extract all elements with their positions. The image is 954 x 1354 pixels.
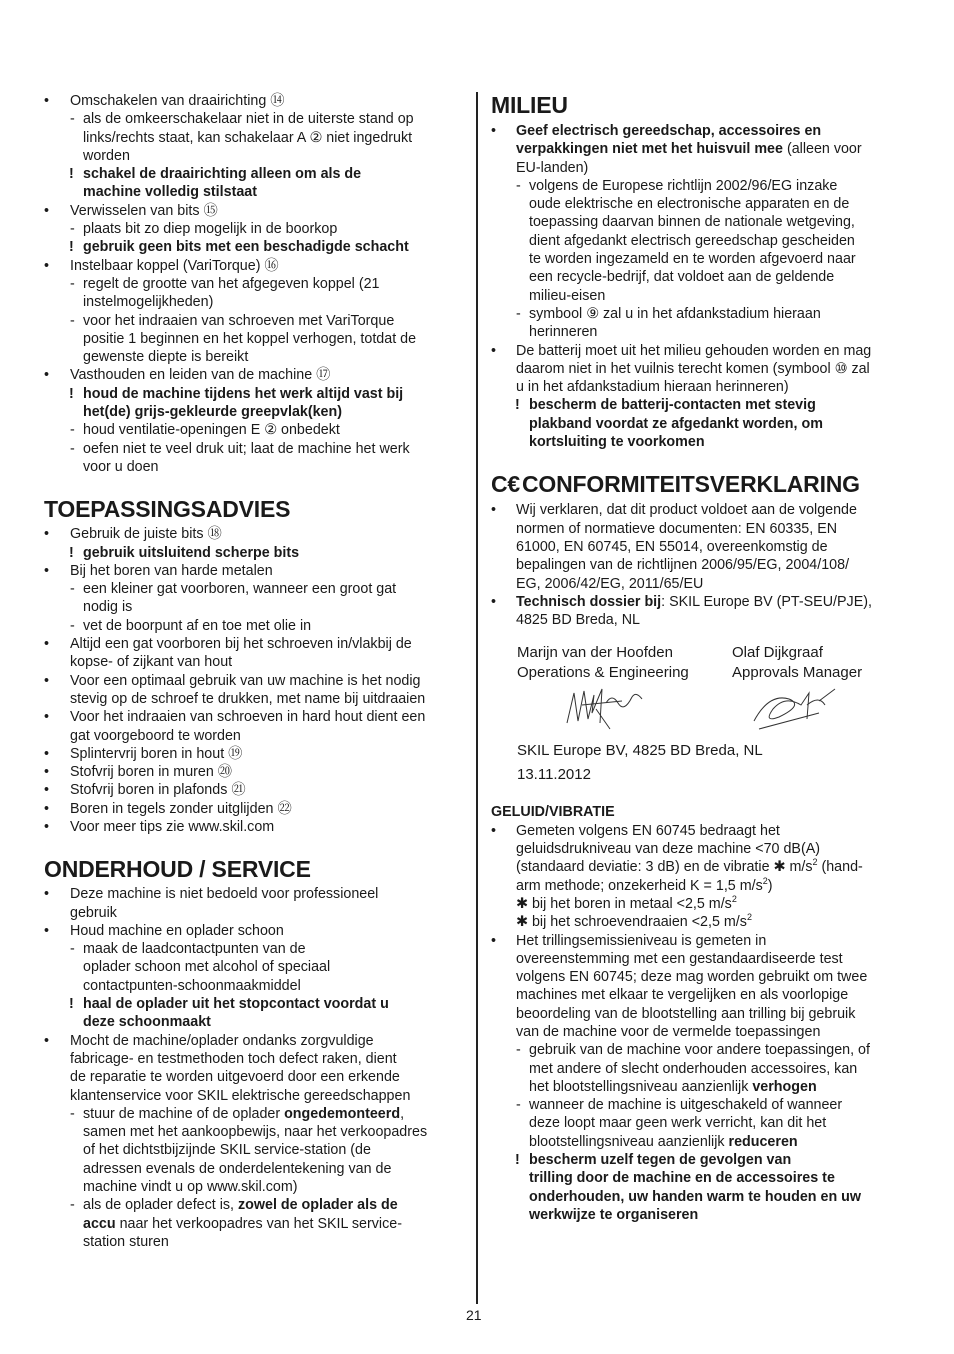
text-line: - oefen niet te veel druk uit; laat de machine het werk <box>83 440 410 457</box>
text-line: nodig is <box>83 599 133 616</box>
text-line: adressen evenals de onderdelentekening van de <box>83 1160 392 1177</box>
text-line: of het dichtstbijzijnde SKIL service-station (de <box>83 1142 371 1159</box>
signature-date: 13.11.2012 <box>517 766 591 784</box>
text: (alleen voor <box>782 141 862 158</box>
text-line <box>83 1196 464 1214</box>
handwritten-signature <box>749 683 839 739</box>
warning-item <box>44 385 464 422</box>
sub-item <box>491 1096 911 1151</box>
text-line: gat voorgeboord te worden <box>70 727 241 744</box>
text-line: • Deze machine is niet bedoeld voor professioneel <box>70 886 379 903</box>
text-line: • Instelbaar koppel (VariTorque) ⑯ <box>70 257 279 274</box>
text-line: • Bij het boren van harde metalen <box>70 562 273 579</box>
text-line: worden <box>83 147 130 164</box>
company-address: SKIL Europe BV, 4825 BD Breda, NL <box>517 742 763 760</box>
bold-text: zowel de oplader als de <box>237 1197 398 1214</box>
text-line: 4825 BD Breda, NL <box>516 612 640 629</box>
text-line: oplader schoon met alcohol of speciaal <box>83 959 331 976</box>
text-line: • Stofvrij boren in muren ⑳ <box>70 764 233 781</box>
text-line: ! bescherm de batterij-contacten met stevig <box>529 397 816 414</box>
bold-text: Technisch dossier bij <box>516 593 662 610</box>
text-line: - houd ventilatie-openingen E ② onbedekt <box>83 422 340 439</box>
left-column <box>44 92 464 1251</box>
text-line: station sturen <box>83 1233 169 1250</box>
text-line: beoordeling van de blootstelling aan trilling bij gebruik <box>516 1005 856 1022</box>
bold-text: ongedemonteerd <box>284 1105 401 1122</box>
warning-item <box>491 396 911 451</box>
text-line: - regelt de grootte van het afgegeven koppel (21 <box>83 275 380 292</box>
text-line: oude elektrische en electronische apparaten en de <box>529 196 850 213</box>
warning-item <box>491 1151 911 1224</box>
text-line: • Splintervrij boren in hout ⑲ <box>70 745 243 762</box>
bullet-item <box>491 501 911 592</box>
text-line: • Voor het indraaien van schroeven in hard hout dient een <box>70 709 426 726</box>
text-line: - vet de boorpunt af en toe met olie in <box>83 617 312 634</box>
text-line: - plaats bit zo diep mogelijk in de boorkop <box>83 221 338 238</box>
text-line: ! gebruik uitsluitend scherpe bits <box>83 544 300 561</box>
superscript: 2 <box>762 875 768 886</box>
text-line <box>516 122 911 140</box>
bullet-item <box>44 818 464 836</box>
text-line <box>516 913 911 931</box>
text-line: van de machine voor de vermelde toepassingen <box>516 1023 821 1040</box>
text-line: toepassing daarvan binnen de nationale wetgeving, <box>529 214 855 231</box>
text-line: machine vindt u op www.skil.com) <box>83 1179 298 1196</box>
heading-geluid-vibratie: GELUID/VIBRATIE <box>491 804 615 821</box>
superscript: 2 <box>746 912 752 923</box>
text: geluidsdrukniveau van deze machine <70 dB(A) <box>516 841 820 858</box>
signatory-role: Approvals Manager <box>732 664 863 682</box>
text: het blootstellingsniveau aanzienlijk <box>529 1078 753 1095</box>
text-line: ! haal de oplader uit het stopcontact voordat u <box>83 996 389 1013</box>
bullet-item <box>44 781 464 799</box>
text: (hand- <box>817 859 863 876</box>
warning-item <box>44 238 464 256</box>
text-line: - voor het indraaien van schroeven met VariTorque <box>83 312 395 329</box>
text-line: positie 1 beginnen en het koppel verhogen, totdat de <box>83 330 417 347</box>
warning-item <box>44 165 464 202</box>
heading-conformiteitsverklaring <box>491 471 911 497</box>
text-line: - als de omkeerschakelaar niet in de uiterste stand op <box>83 111 414 128</box>
text-line: instelmogelijkheden) <box>83 294 214 311</box>
signatory-name: Olaf Dijkgraaf <box>732 644 823 662</box>
bullet-item <box>44 92 464 110</box>
text-line: daarom niet in het vuilnis terecht komen (symbool ⑩ zal <box>516 360 870 377</box>
sub-item <box>491 1041 911 1096</box>
text-line: • Stofvrij boren in plafonds ㉑ <box>70 782 246 799</box>
text-line: samen met het aankoopbewijs, naar het verkoopadres <box>83 1124 428 1141</box>
text-line: • Gebruik de juiste bits ⑱ <box>70 526 222 543</box>
text-line: - gebruik van de machine voor andere toepassingen, of <box>529 1042 870 1059</box>
text-line <box>516 140 911 158</box>
page-number: 21 <box>466 1307 482 1323</box>
text-line <box>516 822 911 840</box>
text: : SKIL Europe BV (PT-SEU/PJE), <box>661 593 872 610</box>
sub-item <box>44 1196 464 1251</box>
text-line: overeenstemming met een gestandaardiseerde test <box>516 950 843 967</box>
bold-text: Geef electrisch gereedschap, accessoires en <box>516 123 822 139</box>
text-line: • Altijd een gat voorboren bij het schroeven in/vlakbij de <box>70 636 412 653</box>
text-line: gewenste diepte is bereikt <box>83 349 249 366</box>
bullet-item <box>491 342 911 397</box>
text-line: bepalingen van de richtlijnen 2006/95/EG, 2004/108/ <box>516 557 850 574</box>
bold-text: verpakkingen niet met het huisvuil mee <box>516 141 783 158</box>
bold-text: accu <box>83 1215 116 1232</box>
text-line: • Vasthouden en leiden van de machine ⑰ <box>70 367 331 384</box>
text-line: een recycle-bedrijf, dat voldoet aan de geldende <box>529 269 835 286</box>
text-line: • Wij verklaren, dat dit product voldoet aan de volgende <box>516 502 857 519</box>
text-line: • Voor meer tips zie www.skil.com <box>70 818 275 835</box>
text-line: - volgens de Europese richtlijn 2002/96/EG inzake <box>529 177 838 194</box>
text-line: machine volledig stilstaat <box>83 184 257 201</box>
bullet-item <box>44 525 464 543</box>
bullet-item <box>44 672 464 709</box>
text-line <box>529 1133 911 1151</box>
bullet-item <box>44 366 464 384</box>
text-line: plakband voordat ze afgedankt worden, om <box>529 415 823 432</box>
text-line: EG, 2006/42/EG, 2011/65/EU <box>516 575 704 592</box>
text: ) <box>767 877 773 894</box>
heading-milieu: MILIEU <box>491 92 568 118</box>
bullet-item <box>491 122 911 177</box>
text-line: deze loopt maar geen werk verricht, kan dit het <box>529 1115 827 1132</box>
text-line <box>516 858 911 876</box>
text-line: u in het afdankstadium hieraan herinneren) <box>516 379 789 396</box>
signature-block <box>517 643 911 793</box>
heading-onderhoud-service: ONDERHOUD / SERVICE <box>44 856 311 883</box>
text-line: onderhouden, uw handen warm te houden en uw <box>529 1188 862 1205</box>
bullet-item <box>491 822 911 932</box>
text-line: volgens EN 60745; deze mag worden gebruikt om twee <box>516 969 868 986</box>
text-line: contactpunten-schoonmaakmiddel <box>83 977 301 994</box>
text: arm methode; onzekerheid K = 1,5 m/s <box>516 877 763 894</box>
text-line: herinneren <box>529 324 598 341</box>
sub-item <box>44 940 464 995</box>
column-divider <box>476 92 478 1304</box>
bullet-item <box>44 635 464 672</box>
text-line: ! bescherm uzelf tegen de gevolgen van <box>529 1152 792 1169</box>
bullet-item <box>44 257 464 275</box>
text-line: 61000, EN 60745, EN 55014, overeenkomstig de <box>516 538 828 555</box>
text-line: de reparatie te worden uitgevoerd door een erkende <box>70 1069 400 1086</box>
text-line: • De batterij moet uit het milieu gehouden worden en mag <box>516 342 872 359</box>
bullet-item <box>44 885 464 922</box>
sub-item <box>44 421 464 439</box>
text-line: • Voor een optimaal gebruik van uw machine is het nodig <box>70 672 421 689</box>
text-line <box>516 895 911 913</box>
signatory-name: Marijn van der Hoofden <box>517 644 673 662</box>
text-line: EU-landen) <box>516 159 589 176</box>
text-line: machines met elkaar te vergelijken en als voorlopige <box>516 987 849 1004</box>
text-line: met andere of slecht onderhouden accessoires, kan <box>529 1060 858 1077</box>
heading-toepassingsadvies: TOEPASSINGSADVIES <box>44 496 291 523</box>
bullet-item <box>44 800 464 818</box>
text-line: • Omschakelen van draairichting ⑭ <box>70 93 285 109</box>
text-line: • Verwisselen van bits ⑮ <box>70 202 218 219</box>
text-line: dient afgedankt electrisch gereedschap gescheiden <box>529 232 855 249</box>
text: ✱ bij het schroevendraaien <2,5 m/s <box>516 914 747 931</box>
text-line: gebruik <box>70 904 117 921</box>
text: Gemeten volgens EN 60745 bedraagt het <box>516 822 780 839</box>
bullet-item <box>44 745 464 763</box>
superscript: 2 <box>731 894 737 905</box>
ce-mark-icon: C€ <box>491 471 521 498</box>
right-column <box>491 92 911 1224</box>
text-line: • Mocht de machine/oplader ondanks zorgvuldige <box>70 1032 374 1049</box>
text-line: deze schoonmaakt <box>83 1014 211 1031</box>
signatory-role: Operations & Engineering <box>517 664 689 682</box>
sub-item <box>44 220 464 238</box>
text: stuur de machine of de oplader <box>83 1105 285 1122</box>
heading-text: CONFORMITEITSVERKLARING <box>522 471 860 498</box>
text-line: • Houd machine en oplader schoon <box>70 922 284 939</box>
sub-item <box>44 312 464 367</box>
bold-text: reduceren <box>728 1133 798 1150</box>
text-line: stevig op de schroef te drukken, met name bij uitdraaien <box>70 690 426 707</box>
warning-item <box>44 995 464 1032</box>
text-line: te worden ingezameld en te worden afgevoerd naar <box>529 251 856 268</box>
text: naar het verkoopadres van het SKIL service- <box>115 1215 402 1232</box>
superscript: 2 <box>812 857 818 868</box>
text-line: - symbool ⑨ zal u in het afdankstadium hieraan <box>529 305 821 322</box>
text-line: trilling door de machine en de accessoires te <box>529 1170 835 1187</box>
text: , <box>400 1105 405 1122</box>
sub-item <box>44 580 464 617</box>
text: blootstellingsniveau aanzienlijk <box>529 1133 729 1150</box>
text-line <box>516 840 911 858</box>
bullet-item <box>491 932 911 1042</box>
text-line: klantenservice voor SKIL elektrische gereedschappen <box>70 1087 411 1104</box>
text-line: het(de) grijs-gekleurde greepvlak(ken) <box>83 404 343 421</box>
text-line: - een kleiner gat voorboren, wanneer een groot gat <box>83 581 397 598</box>
handwritten-signature <box>562 683 652 739</box>
text: als de oplader defect is, <box>83 1197 238 1214</box>
text-line: ! houd de machine tijdens het werk altijd vast bij <box>83 385 404 402</box>
text: (standaard deviatie: 3 dB) en de vibratie ✱ m/s <box>516 859 813 876</box>
text-line: • Het trillingsemissieniveau is gemeten in <box>516 932 767 949</box>
bullet-item <box>44 1032 464 1105</box>
text-line <box>83 1105 464 1123</box>
text-line: • Boren in tegels zonder uitglijden ㉒ <box>70 800 292 817</box>
bold-text: verhogen <box>752 1078 817 1095</box>
text-line <box>529 1078 911 1096</box>
text-line <box>83 1215 464 1233</box>
sub-item <box>44 110 464 165</box>
bullet-item <box>44 562 464 580</box>
text-line: kortsluiting te voorkomen <box>529 434 705 451</box>
text-line <box>516 593 911 611</box>
text-line: voor u doen <box>83 458 159 475</box>
sub-item <box>44 275 464 312</box>
text-line: kopse- of zijkant van hout <box>70 654 233 671</box>
text-line: links/rechts staat, kan schakelaar A ② niet ingedrukt <box>83 129 413 146</box>
text: ✱ bij het boren in metaal <2,5 m/s <box>516 895 732 912</box>
text-line: fabricage- en testmethoden toch defect raken, dient <box>70 1050 397 1067</box>
text-line: ! schakel de draairichting alleen om als de <box>83 166 362 183</box>
text-line: normen of normatieve documenten: EN 60335, EN <box>516 520 838 537</box>
bullet-item <box>44 922 464 940</box>
text-line <box>516 877 911 895</box>
text-line: - maak de laadcontactpunten van de <box>83 941 306 958</box>
bullet-item <box>44 708 464 745</box>
text-line: ! gebruik geen bits met een beschadigde schacht <box>83 239 409 256</box>
bullet-item <box>44 763 464 781</box>
sub-item <box>44 440 464 477</box>
bullet-item <box>491 593 911 630</box>
bullet-item <box>44 202 464 220</box>
text-line: milieu-eisen <box>529 287 606 304</box>
text-line: - wanneer de machine is uitgeschakeld of wanneer <box>529 1097 843 1114</box>
sub-item <box>491 305 911 342</box>
sub-item <box>491 177 911 305</box>
sub-item <box>44 1105 464 1196</box>
sub-item <box>44 617 464 635</box>
text-line: werkwijze te organiseren <box>529 1206 699 1223</box>
warning-item <box>44 544 464 562</box>
